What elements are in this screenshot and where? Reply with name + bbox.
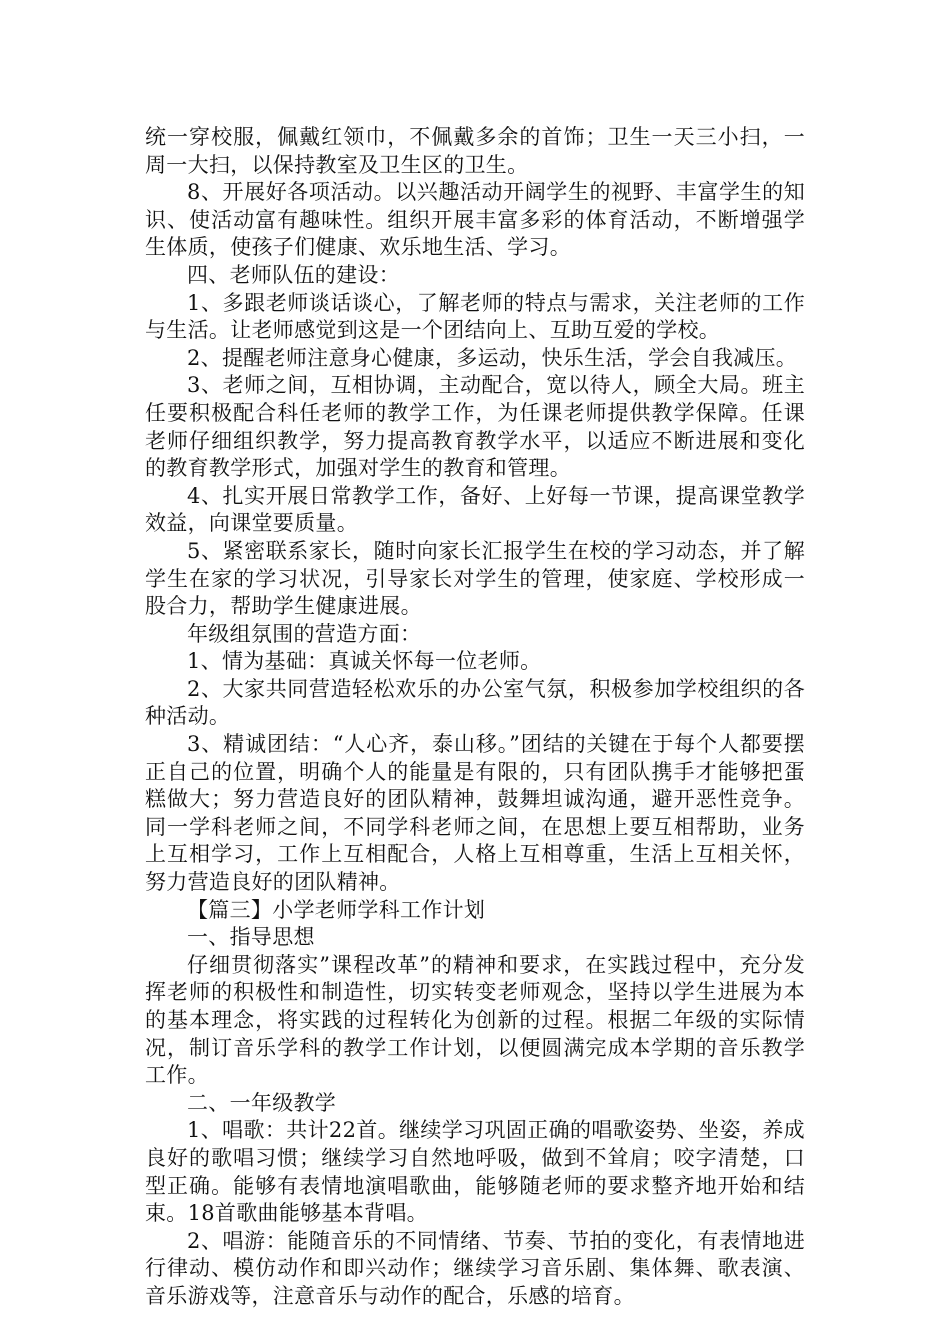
section-heading: 二、一年级教学	[187, 1090, 337, 1115]
paragraph: 仔细贯彻落实”课程改革”的精神和要求，在实践过程中，充分发挥老师的积极性和制造性，切实转变老师观念，坚持以学生进展为本的基本理念，将实践的过程转化为创新的过程。根据二年级的实际情况，制订音乐学科的教学工作计划，以便圆满完成本学期的音乐教学工作。	[145, 952, 805, 1088]
section-title: 【篇三】小学老师学科工作计划	[187, 897, 486, 922]
section-heading: 四、老师队伍的建设：	[187, 262, 400, 287]
paragraph: 4、扎实开展日常教学工作，备好、上好每一节课，提高课堂教学效益，向课堂要质量。	[145, 483, 805, 536]
paragraph: 统一穿校服，佩戴红领巾，不佩戴多余的首饰；卫生一天三小扫，一周一大扫，以保持教室及卫生区的卫生。	[145, 125, 805, 177]
paragraph: 5、紧密联系家长，随时向家长汇报学生在校的学习动态，并了解学生在家的学习状况，引导家长对学生的管理，使家庭、学校形成一股合力，帮助学生健康进展。	[145, 538, 805, 619]
paragraph: 1、多跟老师谈话谈心，了解老师的特点与需求，关注老师的工作与生活。让老师感觉到这是一个团结向上、互助互爱的学校。	[145, 290, 805, 343]
document-body	[145, 124, 805, 1311]
paragraph: 1、唱歌：共计22首。继续学习巩固正确的唱歌姿势、坐姿，养成良好的歌唱习惯；继续学习自然地呼吸，做到不耸肩；咬字清楚，口型正确。能够有表情地演唱歌曲，能够随老师的要求整齐地开始和结束。18首歌曲能够基本背唱。	[145, 1118, 805, 1226]
paragraph: 3、精诚团结：“人心齐，泰山移。”团结的关键在于每个人都要摆正自己的位置，明确个人的能量是有限的，只有团队携手才能够把蛋糕做大；努力营造良好的团队精神，鼓舞坦诚沟通，避开恶性竞争。同一学科老师之间，不同学科老师之间，在思想上要互相帮助，业务上互相学习，工作上互相配合，人格上互相尊重，生活上互相关怀，努力营造良好的团队精神。	[145, 732, 805, 895]
paragraph: 2、唱游：能随音乐的不同情绪、节奏、节拍的变化，有表情地进行律动、模仿动作和即兴动作；继续学习音乐剧、集体舞、歌表演、音乐游戏等，注意音乐与动作的配合，乐感的培育。	[145, 1228, 805, 1308]
paragraph: 2、提醒老师注意身心健康，多运动，快乐生活，学会自我减压。	[187, 345, 798, 370]
paragraph: 1、情为基础：真诚关怀每一位老师。	[187, 649, 542, 674]
section-heading: 一、指导思想	[187, 925, 315, 950]
section-heading: 年级组氛围的营造方面：	[187, 621, 422, 646]
paragraph: 3、老师之间，互相协调，主动配合，宽以待人，顾全大局。班主任要积极配合科任老师的教学工作，为任课老师提供教学保障。任课老师仔细组织教学，努力提高教育教学水平，以适应不断进展和变化的教育教学形式，加强对学生的教育和管理。	[145, 373, 805, 481]
paragraph: 8、开展好各项活动。以兴趣活动开阔学生的视野、丰富学生的知识、使活动富有趣味性。组织开展丰富多彩的体育活动，不断增强学生体质，使孩子们健康、欢乐地生活、学习。	[145, 180, 805, 260]
paragraph: 2、大家共同营造轻松欢乐的办公室气氛，积极参加学校组织的各种活动。	[145, 676, 805, 729]
